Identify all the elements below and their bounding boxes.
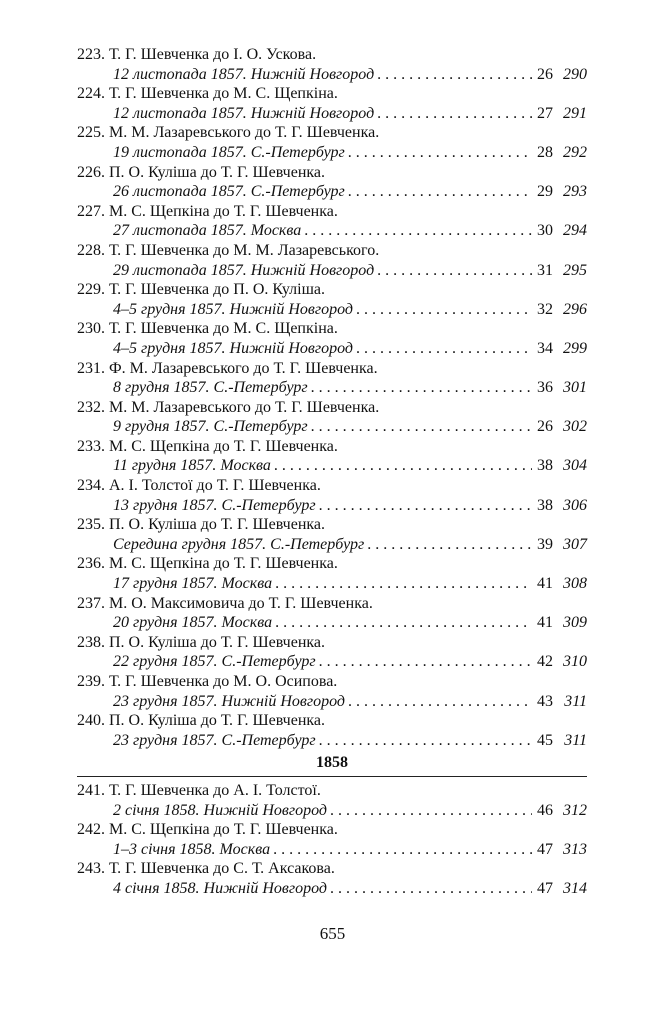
entry-title-line: [77, 633, 587, 653]
toc-entry: [77, 163, 587, 202]
entries-1857: [77, 45, 587, 750]
toc-entry: [77, 45, 587, 84]
toc-entry: [77, 280, 587, 319]
entry-number: 242.: [77, 821, 105, 839]
entry-title: П. О. Куліша до Т. Г. Шевченка.: [109, 163, 326, 181]
entry-title: М. М. Лазаревського до Т. Г. Шевченка.: [109, 398, 380, 416]
dot-leader: [356, 300, 532, 320]
entry-date-place: 27 листопада 1857. Москва: [113, 222, 302, 240]
dot-leader: [275, 574, 532, 594]
entry-date-place: 26 листопада 1857. С.-Петербург: [113, 183, 345, 201]
entry-title-line: [77, 594, 587, 614]
entry-comment-page: 308: [563, 575, 587, 593]
dot-leader: [330, 801, 532, 821]
year-heading: 1858: [77, 753, 587, 777]
toc-entry: [77, 781, 587, 820]
entry-comment-page: 304: [563, 457, 587, 475]
toc-entry: [77, 859, 587, 898]
entry-title: М. С. Щепкіна до Т. Г. Шевченка.: [109, 202, 338, 220]
entry-title: Т. Г. Шевченка до І. О. Ускова.: [109, 46, 317, 63]
entry-date-place: Середина грудня 1857. С.-Петербург: [113, 535, 365, 553]
entry-date-place: 12 листопада 1857. Нижній Новгород: [113, 104, 375, 122]
dot-leader: [348, 182, 532, 202]
entry-date-place: 22 грудня 1857. С.-Петербург: [113, 653, 316, 671]
entry-date-place: 12 листопада 1857. Нижній Новгород: [113, 65, 375, 83]
entry-date-line: [77, 840, 587, 860]
entry-comment-page: 292: [563, 143, 587, 161]
entry-title-line: [77, 398, 587, 418]
entry-title-line: [77, 163, 587, 183]
entry-date-place: 8 грудня 1857. С.-Петербург: [113, 379, 308, 397]
entry-title-line: [77, 202, 587, 222]
entry-date-place: 20 грудня 1857. Москва: [113, 614, 273, 632]
entry-title-line: [77, 476, 587, 496]
entry-comment-page: 307: [563, 535, 587, 553]
toc-entry: [77, 241, 587, 280]
entry-title-line: [77, 711, 587, 731]
entry-doc-page: 45: [537, 731, 553, 749]
entry-comment-page: 306: [563, 496, 587, 514]
entry-title: Т. Г. Шевченка до А. І. Толстої.: [109, 781, 321, 799]
entry-number: 234.: [77, 477, 105, 495]
entry-date-line: [77, 613, 587, 633]
entry-number: 238.: [77, 633, 105, 651]
dot-leader: [311, 378, 532, 398]
entry-doc-page: 26: [537, 418, 553, 436]
table-of-contents: [77, 45, 587, 899]
toc-entry: [77, 319, 587, 358]
dot-leader: [304, 221, 532, 241]
entry-title: Т. Г. Шевченка до П. О. Куліша.: [109, 281, 326, 299]
toc-entry: [77, 672, 587, 711]
entry-number: 228.: [77, 241, 105, 259]
entry-title-line: [77, 859, 587, 879]
dot-leader: [311, 417, 532, 437]
entry-date-line: [77, 496, 587, 516]
entry-comment-page: 302: [563, 418, 587, 436]
entry-date-line: [77, 879, 587, 899]
toc-entry: [77, 820, 587, 859]
dot-leader: [319, 496, 532, 516]
toc-entry: [77, 437, 587, 476]
entry-doc-page: 30: [537, 222, 553, 240]
dot-leader: [330, 879, 532, 899]
entry-title: М. С. Щепкіна до Т. Г. Шевченка.: [109, 437, 338, 455]
entry-doc-page: 32: [537, 300, 553, 318]
entry-comment-page: 311: [564, 692, 587, 710]
entry-title: Т. Г. Шевченка до С. Т. Аксакова.: [109, 860, 335, 878]
entry-date-place: 17 грудня 1857. Москва: [113, 575, 273, 593]
entry-title-line: [77, 84, 587, 104]
entry-title: М. С. Щепкіна до Т. Г. Шевченка.: [109, 555, 338, 573]
entry-comment-page: 296: [563, 300, 587, 318]
entry-title: А. І. Толстої до Т. Г. Шевченка.: [109, 477, 321, 495]
entry-doc-page: 41: [537, 614, 553, 632]
entry-comment-page: 293: [563, 183, 587, 201]
entry-title-line: [77, 280, 587, 300]
entry-doc-page: 47: [537, 840, 553, 858]
entry-doc-page: 34: [537, 339, 553, 357]
entry-number: 232.: [77, 398, 105, 416]
entry-title: М. О. Максимовича до Т. Г. Шевченка.: [109, 594, 373, 612]
entry-number: 230.: [77, 320, 105, 338]
page-number: 655: [319, 924, 346, 943]
entry-date-line: [77, 801, 587, 821]
entry-comment-page: 301: [563, 379, 587, 397]
entry-number: 227.: [77, 202, 105, 220]
entry-doc-page: 36: [537, 379, 553, 397]
entry-title-line: [77, 554, 587, 574]
entry-date-line: [77, 65, 587, 85]
entry-doc-page: 27: [537, 104, 553, 122]
entry-title-line: [77, 359, 587, 379]
toc-entry: [77, 554, 587, 593]
entry-date-line: [77, 535, 587, 555]
entry-date-line: [77, 456, 587, 476]
toc-entry: [77, 711, 587, 750]
toc-entry: [77, 515, 587, 554]
entry-comment-page: 295: [563, 261, 587, 279]
dot-leader: [319, 652, 532, 672]
entry-title: М. С. Щепкіна до Т. Г. Шевченка.: [109, 821, 338, 839]
entry-date-place: 23 грудня 1857. С.-Петербург: [113, 731, 316, 749]
dot-leader: [319, 731, 532, 751]
entry-title-line: [77, 515, 587, 535]
entry-date-line: [77, 378, 587, 398]
entry-date-place: 29 листопада 1857. Нижній Новгород: [113, 261, 375, 279]
entries-1858: [77, 781, 587, 899]
entry-number: 224.: [77, 85, 105, 103]
toc-entry: [77, 84, 587, 123]
entry-title-line: [77, 820, 587, 840]
entry-doc-page: 29: [537, 183, 553, 201]
entry-number: 233.: [77, 437, 105, 455]
entry-doc-page: 41: [537, 575, 553, 593]
entry-title: Т. Г. Шевченка до М. М. Лазаревського.: [109, 241, 380, 259]
entry-comment-page: 290: [563, 65, 587, 83]
entry-date-place: 13 грудня 1857. С.-Петербург: [113, 496, 316, 514]
entry-comment-page: 294: [563, 222, 587, 240]
entry-date-line: [77, 300, 587, 320]
dot-leader: [274, 456, 532, 476]
dot-leader: [377, 104, 532, 124]
entry-title-line: [77, 45, 587, 65]
entry-title-line: [77, 241, 587, 261]
entry-title: Ф. М. Лазаревського до Т. Г. Шевченка.: [109, 359, 378, 377]
toc-entry: [77, 633, 587, 672]
dot-leader: [273, 840, 532, 860]
entry-date-place: 4 січня 1858. Нижній Новгород: [113, 879, 327, 897]
entry-date-line: [77, 339, 587, 359]
entry-date-line: [77, 104, 587, 124]
entry-date-line: [77, 417, 587, 437]
entry-title: М. М. Лазаревського до Т. Г. Шевченка.: [109, 124, 380, 142]
dot-leader: [377, 65, 532, 85]
entry-title-line: [77, 123, 587, 143]
entry-number: 226.: [77, 163, 105, 181]
toc-entry: [77, 202, 587, 241]
entry-number: 229.: [77, 281, 105, 299]
toc-entry: [77, 476, 587, 515]
entry-comment-page: 313: [563, 840, 587, 858]
entry-doc-page: 38: [537, 457, 553, 475]
entry-number: 223.: [77, 46, 105, 63]
entry-doc-page: 26: [537, 65, 553, 83]
entry-title-line: [77, 781, 587, 801]
entry-number: 240.: [77, 712, 105, 730]
dot-leader: [348, 692, 532, 712]
entry-date-line: [77, 652, 587, 672]
entry-date-line: [77, 574, 587, 594]
entry-number: 231.: [77, 359, 105, 377]
entry-doc-page: 43: [537, 692, 553, 710]
entry-date-line: [77, 692, 587, 712]
entry-comment-page: 312: [563, 801, 587, 819]
entry-doc-page: 28: [537, 143, 553, 161]
entry-date-place: 23 грудня 1857. Нижній Новгород: [113, 692, 345, 710]
entry-date-place: 1–3 січня 1858. Москва: [113, 840, 271, 858]
toc-entry: [77, 398, 587, 437]
entry-date-line: [77, 221, 587, 241]
dot-leader: [367, 535, 532, 555]
entry-date-line: [77, 143, 587, 163]
entry-comment-page: 314: [563, 879, 587, 897]
entry-date-place: 4–5 грудня 1857. Нижній Новгород: [113, 339, 353, 357]
entry-number: 235.: [77, 516, 105, 534]
entry-date-line: [77, 261, 587, 281]
entry-comment-page: 311: [564, 731, 587, 749]
entry-comment-page: 299: [563, 339, 587, 357]
dot-leader: [356, 339, 532, 359]
entry-title: Т. Г. Шевченка до М. С. Щепкіна.: [109, 85, 338, 103]
entry-number: 225.: [77, 124, 105, 142]
entry-title: П. О. Куліша до Т. Г. Шевченка.: [109, 712, 326, 730]
entry-title-line: [77, 437, 587, 457]
entry-comment-page: 309: [563, 614, 587, 632]
entry-number: 237.: [77, 594, 105, 612]
entry-title: Т. Г. Шевченка до М. О. Осипова.: [109, 673, 338, 690]
toc-entry: [77, 123, 587, 162]
entry-date-place: 2 січня 1858. Нижній Новгород: [113, 801, 327, 819]
dot-leader: [275, 613, 532, 633]
entry-doc-page: 47: [537, 879, 553, 897]
entry-title: Т. Г. Шевченка до М. С. Щепкіна.: [109, 320, 338, 338]
entry-doc-page: 46: [537, 801, 553, 819]
entry-number: 243.: [77, 860, 105, 878]
entry-comment-page: 310: [563, 653, 587, 671]
entry-number: 236.: [77, 555, 105, 573]
entry-date-line: [77, 731, 587, 751]
entry-number: 241.: [77, 781, 105, 799]
entry-doc-page: 39: [537, 535, 553, 553]
toc-entry: [77, 594, 587, 633]
entry-number: 239.: [77, 673, 105, 690]
toc-entry: [77, 359, 587, 398]
entry-title-line: [77, 319, 587, 339]
entry-date-place: 11 грудня 1857. Москва: [113, 457, 271, 475]
entry-doc-page: 38: [537, 496, 553, 514]
entry-title-line: [77, 672, 587, 692]
entry-title: П. О. Куліша до Т. Г. Шевченка.: [109, 516, 326, 534]
entry-date-place: 19 листопада 1857. С.-Петербург: [113, 143, 345, 161]
dot-leader: [348, 143, 532, 163]
entry-date-place: 9 грудня 1857. С.-Петербург: [113, 418, 308, 436]
dot-leader: [377, 261, 532, 281]
entry-doc-page: 31: [537, 261, 553, 279]
entry-date-place: 4–5 грудня 1857. Нижній Новгород: [113, 300, 353, 318]
entry-title: П. О. Куліша до Т. Г. Шевченка.: [109, 633, 326, 651]
entry-date-line: [77, 182, 587, 202]
entry-doc-page: 42: [537, 653, 553, 671]
entry-comment-page: 291: [563, 104, 587, 122]
